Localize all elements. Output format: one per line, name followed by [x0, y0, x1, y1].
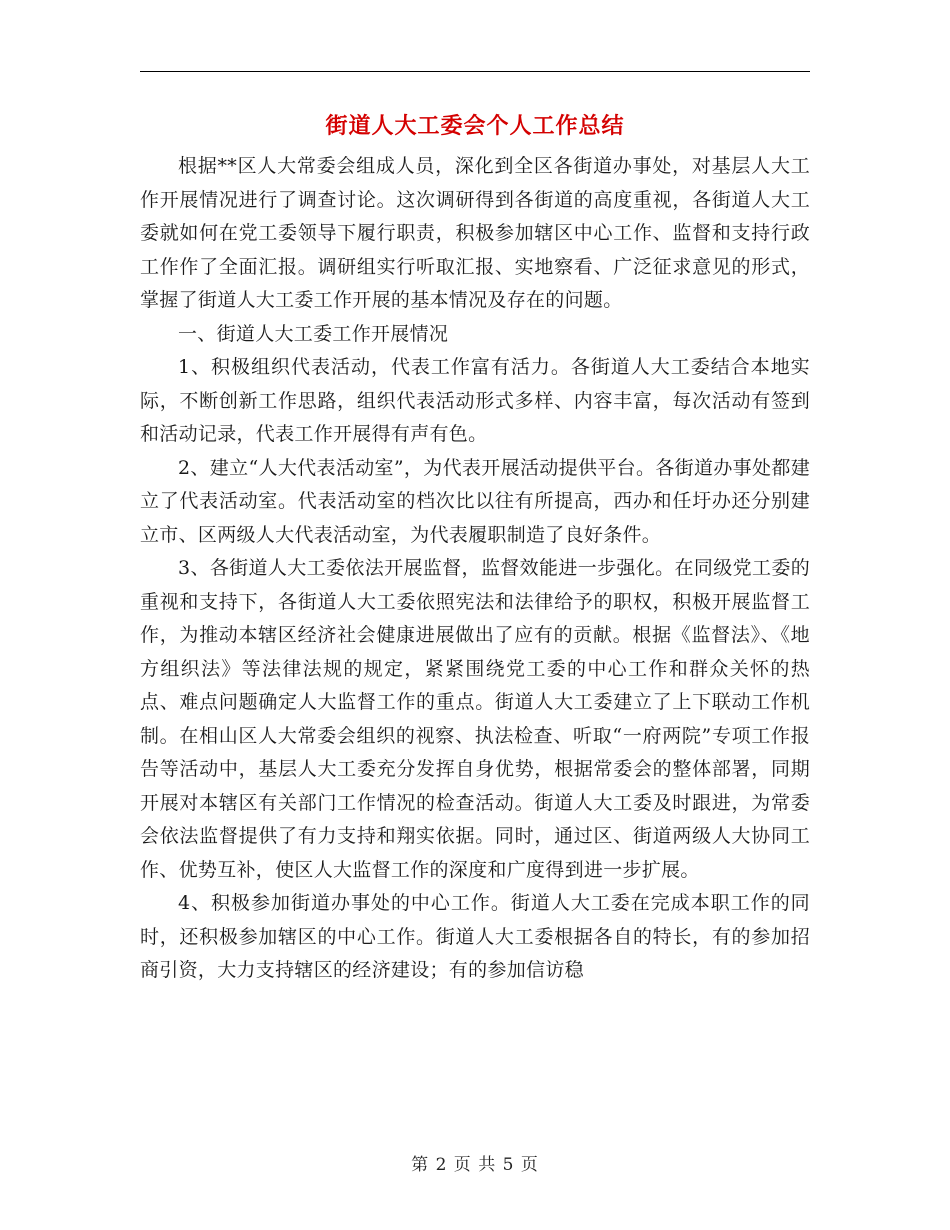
paragraph-intro: 根据**区人大常委会组成人员，深化到全区各街道办事处，对基层人大工作开展情况进行了调查讨论。这次调研得到各街道的高度重视，各街道人大工委就如何在党工委领导下履行职责，积极参加辖区中心工作、监督和支持行政工作作了全面汇报。调研组实行听取汇报、实地察看、广泛征求意见的形式，掌握了街道人大工委工作开展的基本情况及存在的问题。 — [140, 155, 810, 311]
section-heading: 一、街道人大工委工作开展情况 — [178, 322, 449, 345]
header-rule — [140, 71, 810, 72]
paragraph-item-2: 2、建立“人大代表活动室”，为代表开展活动提供平台。各街道办事处都建立了代表活动室。代表活动室的档次比以往有所提高，西办和任圩办还分别建立市、区两级人大代表活动室，为代表履职制造了良好条件。 — [140, 456, 810, 546]
paragraph-item-4: 4、积极参加街道办事处的中心工作。街道人大工委在完成本职工作的同时，还积极参加辖区的中心工作。街道人大工委根据各自的特长，有的参加招商引资，大力支持辖区的经济建设；有的参加信访稳 — [140, 892, 810, 981]
document-title: 街道人大工委会个人工作总结 — [325, 113, 625, 139]
paragraph-item-1: 1、积极组织代表活动，代表工作富有活力。各街道人大工委结合本地实际，不断创新工作思路，组织代表活动形式多样、内容丰富，每次活动有签到和活动记录，代表工作开展得有声有色。 — [140, 356, 810, 445]
document-body — [140, 150, 810, 988]
paragraph-item-3: 3、各街道人大工委依法开展监督，监督效能进一步强化。在同级党工委的重视和支持下，各街道人大工委依照宪法和法律给予的职权，积极开展监督工作，为推动本辖区经济社会健康进展做出了应有的贡献。根据《监督法》、《地方组织法》等法律法规的规定，紧紧围绕党工委的中心工作和群众关怀的热点、难点问题确定人大监督工作的重点。街道人大工委建立了上下联动工作机制。在相山区人大常委会组织的视察、执法检查、听取“一府两院”专项工作报告等活动中，基层人大工委充分发挥自身优势，根据常委会的整体部署，同期开展对本辖区有关部门工作情况的检查活动。街道人大工委及时跟进，为常委会依法监督提供了有力支持和翔实依据。同时，通过区、街道两级人大协同工作、优势互补，使区人大监督工作的深度和广度得到进一步扩展。 — [140, 557, 810, 881]
page-number: 第 2 页 共 5 页 — [411, 1155, 539, 1175]
